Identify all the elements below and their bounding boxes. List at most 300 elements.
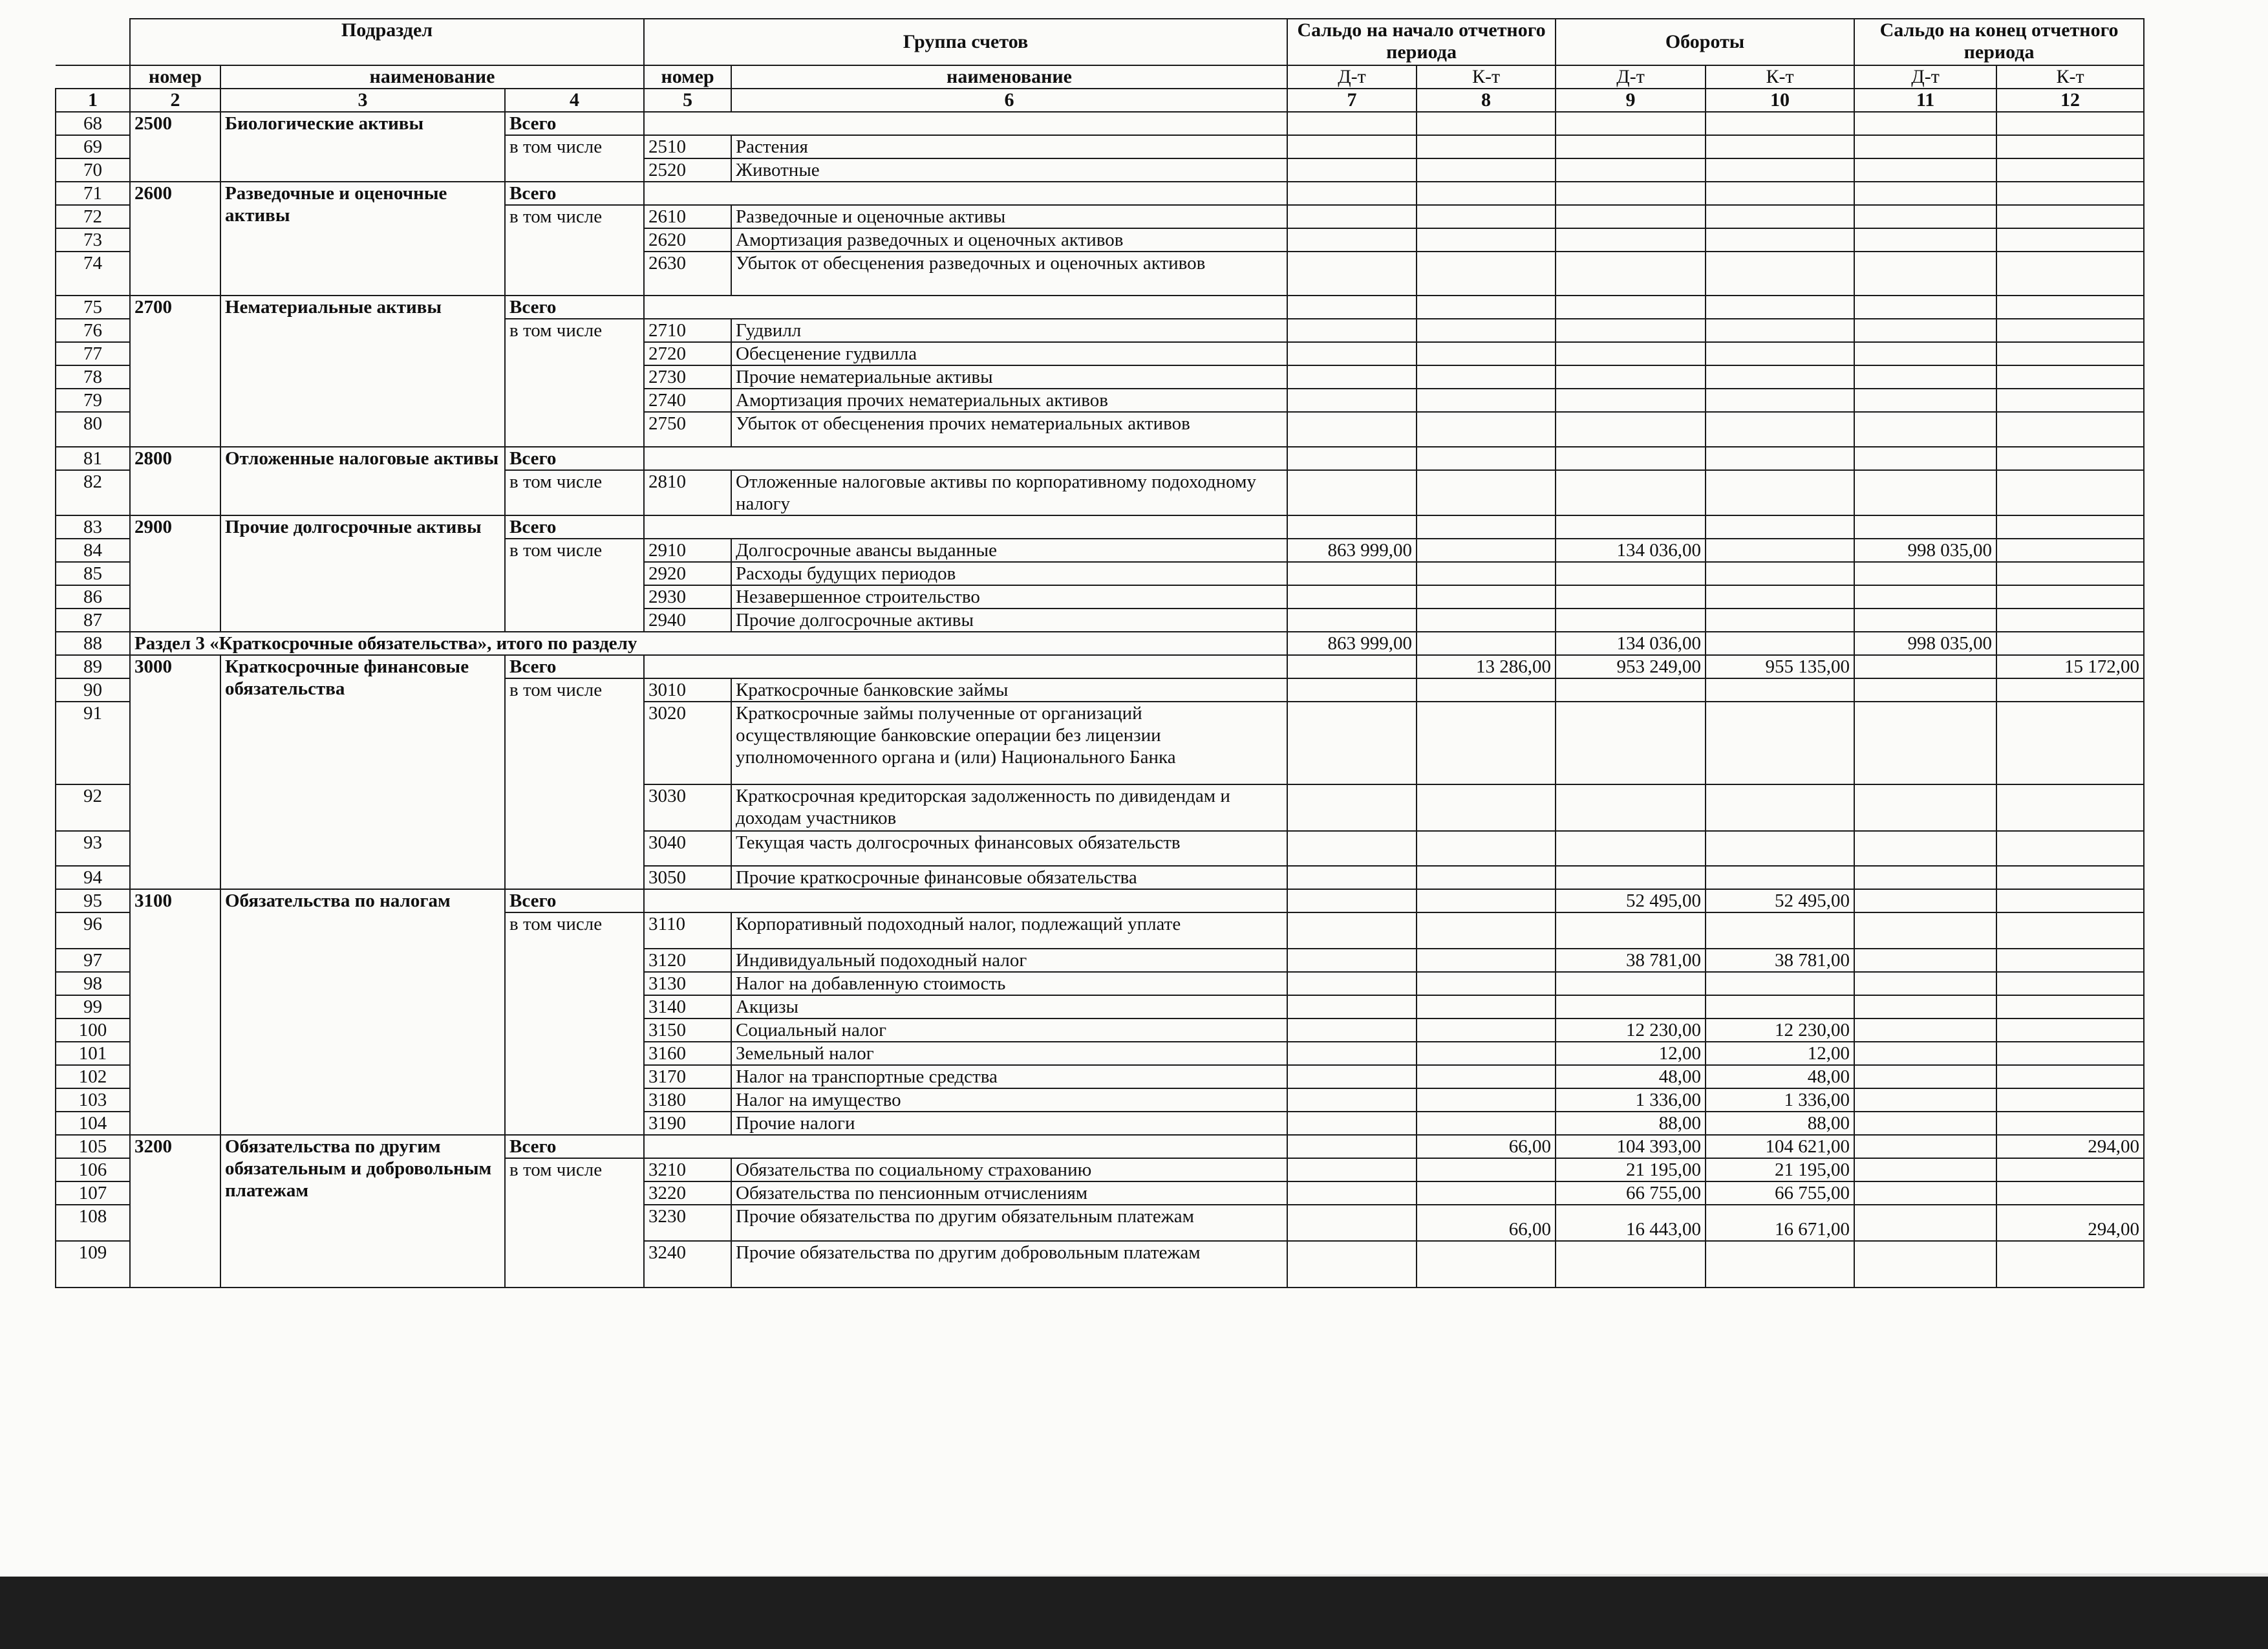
amount-c8 (1417, 1018, 1556, 1042)
amount-c12 (1996, 1158, 2144, 1181)
account-code: 3240 (644, 1241, 731, 1288)
account-name: Прочие обязательства по другим обязательным платежам (731, 1205, 1287, 1241)
amount-c7 (1287, 995, 1417, 1018)
amount-c11 (1854, 252, 1996, 296)
table-body (56, 112, 2144, 1288)
group-code: 2800 (130, 447, 220, 515)
group-name: Биологические активы (220, 112, 505, 182)
amount-c11 (1854, 412, 1996, 447)
amount-c7 (1287, 365, 1417, 389)
amount-c12 (1996, 447, 2144, 470)
amount-c12 (1996, 252, 2144, 296)
amount-c11 (1854, 784, 1996, 831)
amount-c11 (1854, 1181, 1996, 1205)
amount-c10 (1706, 252, 1854, 296)
amount-c9 (1556, 585, 1706, 609)
amount-c12: 294,00 (1996, 1205, 2144, 1241)
header-naimenovanie-2: наименование (731, 65, 1287, 89)
amount-c12: 294,00 (1996, 1135, 2144, 1158)
account-code: 2730 (644, 365, 731, 389)
amount-c8 (1417, 252, 1556, 296)
group-total-row (56, 515, 2144, 539)
header-nomer: номер (130, 65, 220, 89)
amount-c7 (1287, 1042, 1417, 1065)
group-code: 2700 (130, 296, 220, 447)
header-dt-turn: Д-т (1556, 65, 1706, 89)
amount-c11: 998 035,00 (1854, 632, 1996, 655)
vsego-label: Всего (505, 889, 644, 912)
account-name: Корпоративный подоходный налог, подлежащий уплате (731, 912, 1287, 949)
amount-c12 (1996, 995, 2144, 1018)
header-kt-turn: К-т (1706, 65, 1854, 89)
account-name: Убыток от обесценения разведочных и оценочных активов (731, 252, 1287, 296)
amount-c12 (1996, 1042, 2144, 1065)
row-number: 98 (56, 972, 130, 995)
row-number: 73 (56, 228, 130, 252)
amount-c11 (1854, 655, 1996, 678)
amount-c8 (1417, 632, 1556, 655)
row-number: 70 (56, 158, 130, 182)
trial-balance-table (55, 18, 2145, 1288)
v-tom-chisle-label: в том числе (505, 1158, 644, 1288)
group-total-blank (644, 112, 1287, 135)
amount-c10 (1706, 784, 1854, 831)
amount-c9: 134 036,00 (1556, 539, 1706, 562)
amount-c12 (1996, 319, 2144, 342)
row-number: 93 (56, 831, 130, 866)
account-code: 3050 (644, 866, 731, 889)
row-number: 74 (56, 252, 130, 296)
amount-c8 (1417, 365, 1556, 389)
amount-c7 (1287, 1018, 1417, 1042)
header-dt-start: Д-т (1287, 65, 1417, 89)
amount-c9 (1556, 205, 1706, 228)
account-code: 3190 (644, 1112, 731, 1135)
row-number: 96 (56, 912, 130, 949)
amount-c11 (1854, 831, 1996, 866)
row-number: 95 (56, 889, 130, 912)
row-number: 89 (56, 655, 130, 678)
group-total-row (56, 182, 2144, 205)
account-code: 2930 (644, 585, 731, 609)
account-name: Прочие обязательства по другим добровольным платежам (731, 1241, 1287, 1288)
amount-c9 (1556, 515, 1706, 539)
amount-c7 (1287, 949, 1417, 972)
amount-c10 (1706, 470, 1854, 515)
amount-c10 (1706, 912, 1854, 949)
amount-c8 (1417, 158, 1556, 182)
column-number: 10 (1706, 89, 1854, 112)
amount-c9 (1556, 158, 1706, 182)
row-number: 83 (56, 515, 130, 539)
amount-c7 (1287, 252, 1417, 296)
amount-c9 (1556, 296, 1706, 319)
amount-c10: 52 495,00 (1706, 889, 1854, 912)
amount-c12 (1996, 539, 2144, 562)
amount-c9 (1556, 182, 1706, 205)
row-number: 108 (56, 1205, 130, 1241)
amount-c7 (1287, 784, 1417, 831)
amount-c11 (1854, 1042, 1996, 1065)
account-name: Обязательства по социальному страхованию (731, 1158, 1287, 1181)
group-name: Нематериальные активы (220, 296, 505, 447)
column-number: 11 (1854, 89, 1996, 112)
header-kt-start: К-т (1417, 65, 1556, 89)
account-name: Гудвилл (731, 319, 1287, 342)
account-code: 2810 (644, 470, 731, 515)
account-name: Незавершенное строительство (731, 585, 1287, 609)
amount-c9 (1556, 866, 1706, 889)
amount-c7 (1287, 831, 1417, 866)
amount-c7 (1287, 447, 1417, 470)
amount-c12 (1996, 296, 2144, 319)
amount-c7 (1287, 1088, 1417, 1112)
amount-c10 (1706, 609, 1854, 632)
amount-c11 (1854, 609, 1996, 632)
group-total-blank (644, 447, 1287, 470)
amount-c7 (1287, 319, 1417, 342)
account-name: Краткосрочные займы полученные от организаций осуществляющие банковские операции без лицензии уполномоченного органа и (или) Национального Банка (731, 702, 1287, 784)
row-number: 68 (56, 112, 130, 135)
amount-c8 (1417, 447, 1556, 470)
amount-c9: 953 249,00 (1556, 655, 1706, 678)
amount-c9: 21 195,00 (1556, 1158, 1706, 1181)
amount-c8 (1417, 135, 1556, 158)
group-code: 3200 (130, 1135, 220, 1288)
amount-c10: 12,00 (1706, 1042, 1854, 1065)
amount-c10 (1706, 678, 1854, 702)
amount-c10: 88,00 (1706, 1112, 1854, 1135)
row-number: 77 (56, 342, 130, 365)
account-name: Социальный налог (731, 1018, 1287, 1042)
amount-c8 (1417, 889, 1556, 912)
group-name: Отложенные налоговые активы (220, 447, 505, 515)
amount-c12 (1996, 412, 2144, 447)
amount-c9 (1556, 678, 1706, 702)
amount-c12 (1996, 228, 2144, 252)
amount-c10 (1706, 342, 1854, 365)
amount-c11 (1854, 1205, 1996, 1241)
amount-c11 (1854, 949, 1996, 972)
row-number: 79 (56, 389, 130, 412)
account-code: 2750 (644, 412, 731, 447)
v-tom-chisle-label: в том числе (505, 319, 644, 447)
amount-c11 (1854, 1018, 1996, 1042)
amount-c11 (1854, 678, 1996, 702)
amount-c12: 15 172,00 (1996, 655, 2144, 678)
row-number: 102 (56, 1065, 130, 1088)
amount-c9 (1556, 609, 1706, 632)
row-number: 106 (56, 1158, 130, 1181)
row-number: 82 (56, 470, 130, 515)
amount-c8 (1417, 182, 1556, 205)
amount-c11 (1854, 182, 1996, 205)
vsego-label: Всего (505, 112, 644, 135)
amount-c7 (1287, 1112, 1417, 1135)
amount-c11 (1854, 319, 1996, 342)
v-tom-chisle-label: в том числе (505, 539, 644, 632)
group-total-row (56, 112, 2144, 135)
amount-c12 (1996, 342, 2144, 365)
header-saldo-start: Сальдо на начало отчетного периода (1287, 19, 1556, 65)
amount-c7 (1287, 412, 1417, 447)
amount-c8 (1417, 112, 1556, 135)
header-saldo-end: Сальдо на конец отчетного периода (1854, 19, 2144, 65)
amount-c11 (1854, 702, 1996, 784)
account-name: Земельный налог (731, 1042, 1287, 1065)
amount-c9: 88,00 (1556, 1112, 1706, 1135)
account-code: 3160 (644, 1042, 731, 1065)
row-number: 76 (56, 319, 130, 342)
amount-c11 (1854, 205, 1996, 228)
amount-c7 (1287, 972, 1417, 995)
group-code: 2600 (130, 182, 220, 296)
account-code: 2740 (644, 389, 731, 412)
amount-c10 (1706, 228, 1854, 252)
amount-c8 (1417, 319, 1556, 342)
amount-c12 (1996, 972, 2144, 995)
amount-c9: 12 230,00 (1556, 1018, 1706, 1042)
account-name: Краткосрочные банковские займы (731, 678, 1287, 702)
amount-c12 (1996, 205, 2144, 228)
row-number: 103 (56, 1088, 130, 1112)
amount-c11 (1854, 912, 1996, 949)
account-name: Налог на транспортные средства (731, 1065, 1287, 1088)
account-name: Отложенные налоговые активы по корпоративному подоходному налогу (731, 470, 1287, 515)
amount-c10: 48,00 (1706, 1065, 1854, 1088)
header-row-number-blank (56, 19, 130, 65)
amount-c8 (1417, 412, 1556, 447)
amount-c7: 863 999,00 (1287, 539, 1417, 562)
amount-c11 (1854, 158, 1996, 182)
amount-c9 (1556, 112, 1706, 135)
amount-c8 (1417, 562, 1556, 585)
header-blank (56, 65, 130, 89)
amount-c9: 52 495,00 (1556, 889, 1706, 912)
account-name: Индивидуальный подоходный налог (731, 949, 1287, 972)
amount-c7 (1287, 1181, 1417, 1205)
amount-c8 (1417, 539, 1556, 562)
account-code: 2630 (644, 252, 731, 296)
row-number: 101 (56, 1042, 130, 1065)
amount-c7 (1287, 342, 1417, 365)
v-tom-chisle-label: в том числе (505, 678, 644, 889)
account-name: Амортизация прочих нематериальных активов (731, 389, 1287, 412)
account-code: 3020 (644, 702, 731, 784)
amount-c7 (1287, 1205, 1417, 1241)
amount-c8 (1417, 1158, 1556, 1181)
amount-c12 (1996, 470, 2144, 515)
amount-c7 (1287, 228, 1417, 252)
amount-c8 (1417, 972, 1556, 995)
amount-c8 (1417, 1088, 1556, 1112)
amount-c11 (1854, 972, 1996, 995)
column-number: 3 (220, 89, 505, 112)
account-code: 3140 (644, 995, 731, 1018)
account-code: 2920 (644, 562, 731, 585)
account-code: 3150 (644, 1018, 731, 1042)
row-number: 92 (56, 784, 130, 831)
amount-c8 (1417, 205, 1556, 228)
amount-c10 (1706, 112, 1854, 135)
group-code: 2900 (130, 515, 220, 632)
row-number: 80 (56, 412, 130, 447)
amount-c12 (1996, 912, 2144, 949)
account-code: 3030 (644, 784, 731, 831)
vsego-label: Всего (505, 1135, 644, 1158)
group-total-blank (644, 182, 1287, 205)
row-number: 105 (56, 1135, 130, 1158)
vsego-label: Всего (505, 655, 644, 678)
amount-c8: 66,00 (1417, 1135, 1556, 1158)
amount-c11 (1854, 1065, 1996, 1088)
amount-c8 (1417, 678, 1556, 702)
row-number: 78 (56, 365, 130, 389)
amount-c7 (1287, 135, 1417, 158)
amount-c11 (1854, 296, 1996, 319)
amount-c8 (1417, 995, 1556, 1018)
amount-c8 (1417, 470, 1556, 515)
v-tom-chisle-label: в том числе (505, 135, 644, 182)
amount-c12 (1996, 949, 2144, 972)
group-total-blank (644, 889, 1287, 912)
section-total-row (56, 632, 2144, 655)
amount-c10 (1706, 447, 1854, 470)
account-code: 3220 (644, 1181, 731, 1205)
column-number: 2 (130, 89, 220, 112)
amount-c12 (1996, 1241, 2144, 1288)
amount-c12 (1996, 609, 2144, 632)
amount-c11 (1854, 228, 1996, 252)
amount-c7 (1287, 678, 1417, 702)
amount-c7 (1287, 389, 1417, 412)
group-total-row (56, 296, 2144, 319)
amount-c10: 38 781,00 (1706, 949, 1854, 972)
amount-c9: 104 393,00 (1556, 1135, 1706, 1158)
amount-c11 (1854, 1158, 1996, 1181)
amount-c9 (1556, 1241, 1706, 1288)
amount-c11 (1854, 135, 1996, 158)
account-code: 3120 (644, 949, 731, 972)
amount-c10 (1706, 995, 1854, 1018)
amount-c8 (1417, 389, 1556, 412)
column-number: 1 (56, 89, 130, 112)
amount-c10 (1706, 515, 1854, 539)
amount-c12 (1996, 678, 2144, 702)
amount-c11 (1854, 342, 1996, 365)
row-number: 75 (56, 296, 130, 319)
header-oboroty: Обороты (1556, 19, 1854, 65)
amount-c10 (1706, 319, 1854, 342)
amount-c9: 1 336,00 (1556, 1088, 1706, 1112)
amount-c8 (1417, 342, 1556, 365)
amount-c9 (1556, 342, 1706, 365)
amount-c9: 66 755,00 (1556, 1181, 1706, 1205)
amount-c10: 16 671,00 (1706, 1205, 1854, 1241)
account-name: Налог на добавленную стоимость (731, 972, 1287, 995)
table-header (56, 19, 2144, 112)
account-code: 3130 (644, 972, 731, 995)
account-name: Текущая часть долгосрочных финансовых обязательств (731, 831, 1287, 866)
account-name: Животные (731, 158, 1287, 182)
group-name: Обязательства по налогам (220, 889, 505, 1135)
amount-c8 (1417, 831, 1556, 866)
account-code: 3210 (644, 1158, 731, 1181)
vsego-label: Всего (505, 296, 644, 319)
amount-c9 (1556, 389, 1706, 412)
amount-c7: 863 999,00 (1287, 632, 1417, 655)
amount-c12 (1996, 562, 2144, 585)
amount-c12 (1996, 365, 2144, 389)
amount-c11 (1854, 112, 1996, 135)
amount-c11 (1854, 1112, 1996, 1135)
header-nomer-2: номер (644, 65, 731, 89)
amount-c9 (1556, 319, 1706, 342)
amount-c10 (1706, 135, 1854, 158)
amount-c7 (1287, 562, 1417, 585)
amount-c12 (1996, 112, 2144, 135)
amount-c10: 1 336,00 (1706, 1088, 1854, 1112)
amount-c8: 13 286,00 (1417, 655, 1556, 678)
account-name: Прочие налоги (731, 1112, 1287, 1135)
amount-c10 (1706, 205, 1854, 228)
v-tom-chisle-label: в том числе (505, 205, 644, 296)
account-code: 3010 (644, 678, 731, 702)
amount-c10: 104 621,00 (1706, 1135, 1854, 1158)
amount-c8 (1417, 949, 1556, 972)
amount-c9 (1556, 228, 1706, 252)
amount-c7 (1287, 182, 1417, 205)
amount-c10 (1706, 866, 1854, 889)
amount-c7 (1287, 1065, 1417, 1088)
amount-c9 (1556, 562, 1706, 585)
amount-c8 (1417, 702, 1556, 784)
amount-c11: 998 035,00 (1854, 539, 1996, 562)
account-name: Расходы будущих периодов (731, 562, 1287, 585)
column-number: 5 (644, 89, 731, 112)
amount-c7 (1287, 205, 1417, 228)
row-number: 90 (56, 678, 130, 702)
amount-c10 (1706, 182, 1854, 205)
amount-c7 (1287, 112, 1417, 135)
amount-c10 (1706, 412, 1854, 447)
group-name: Краткосрочные финансовые обязательства (220, 655, 505, 889)
amount-c8 (1417, 912, 1556, 949)
group-total-blank (644, 296, 1287, 319)
amount-c9 (1556, 972, 1706, 995)
amount-c12 (1996, 889, 2144, 912)
amount-c12 (1996, 515, 2144, 539)
amount-c12 (1996, 389, 2144, 412)
amount-c8: 66,00 (1417, 1205, 1556, 1241)
row-number: 81 (56, 447, 130, 470)
amount-c9 (1556, 831, 1706, 866)
amount-c9 (1556, 135, 1706, 158)
account-name: Краткосрочная кредиторская задолженность по дивидендам и доходам участников (731, 784, 1287, 831)
group-total-blank (644, 515, 1287, 539)
amount-c10: 12 230,00 (1706, 1018, 1854, 1042)
column-number: 12 (1996, 89, 2144, 112)
account-code: 2510 (644, 135, 731, 158)
amount-c10 (1706, 1241, 1854, 1288)
amount-c7 (1287, 158, 1417, 182)
account-name: Прочие долгосрочные активы (731, 609, 1287, 632)
row-number: 72 (56, 205, 130, 228)
amount-c12 (1996, 158, 2144, 182)
amount-c9 (1556, 412, 1706, 447)
amount-c11 (1854, 889, 1996, 912)
amount-c11 (1854, 562, 1996, 585)
